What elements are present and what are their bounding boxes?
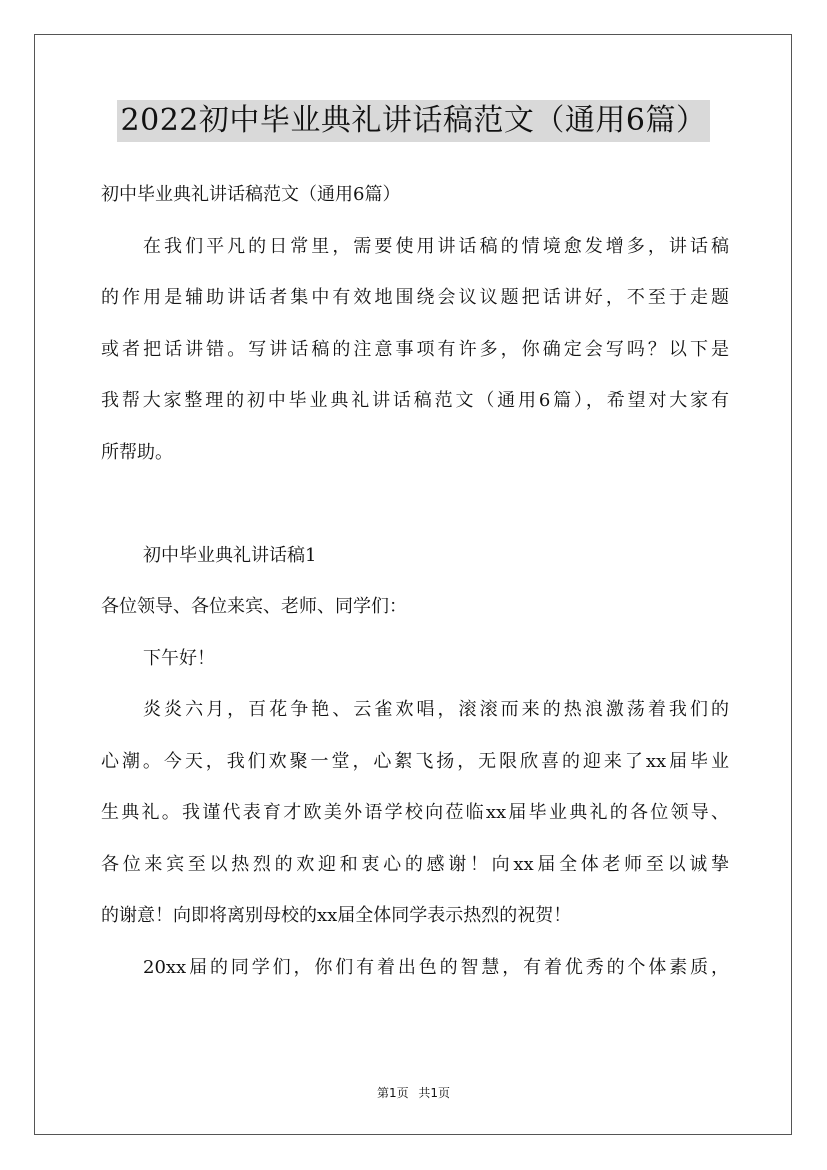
paragraph-line: 或者把话讲错。写讲话稿的注意事项有许多，你确定会写吗？以下是 xyxy=(101,338,729,360)
paragraph-line: 所帮助。 xyxy=(101,441,173,463)
document-title: 2022初中毕业典礼讲话稿范文（通用6篇） xyxy=(117,100,711,142)
paragraph-line: 我帮大家整理的初中毕业典礼讲话稿范文（通用6篇），希望对大家有 xyxy=(101,390,729,411)
paragraph-line: 各位来宾至以热烈的欢迎和衷心的感谢！向xx届全体老师至以诚挚 xyxy=(101,853,729,875)
greeting-line: 下午好！ xyxy=(143,647,215,669)
paragraph-line: 生典礼。我谨代表育才欧美外语学校向莅临xx届毕业典礼的各位领导、 xyxy=(101,802,729,823)
salutation-line: 各位领导、各位来宾、老师、同学们： xyxy=(101,596,407,617)
paragraph-line: 在我们平凡的日常里，需要使用讲话稿的情境愈发增多，讲话稿 xyxy=(143,235,729,257)
blank-line xyxy=(101,478,729,530)
page-footer xyxy=(0,1084,827,1102)
subtitle-line: 初中毕业典礼讲话稿范文（通用6篇） xyxy=(101,184,401,205)
page-total: 共1页 xyxy=(418,1086,451,1100)
paragraph-line: 的谢意！向即将离别母校的xx届全体同学表示热烈的祝贺！ xyxy=(101,905,572,926)
paragraph-line: 的作用是辅助讲话者集中有效地围绕会议议题把话讲好，不至于走题 xyxy=(101,287,729,308)
paragraph-line: 20xx届的同学们，你们有着出色的智慧，有着优秀的个体素质， xyxy=(143,956,729,978)
document-body xyxy=(101,169,729,993)
paragraph-line: 心潮。今天，我们欢聚一堂，心絮飞扬，无限欣喜的迎来了xx届毕业 xyxy=(101,750,729,772)
page-number: 第1页 xyxy=(376,1086,409,1100)
title-container xyxy=(0,100,827,142)
section-heading: 初中毕业典礼讲话稿1 xyxy=(143,544,317,566)
paragraph-line: 炎炎六月，百花争艳、云雀欢唱，滚滚而来的热浪激荡着我们的 xyxy=(143,699,729,720)
